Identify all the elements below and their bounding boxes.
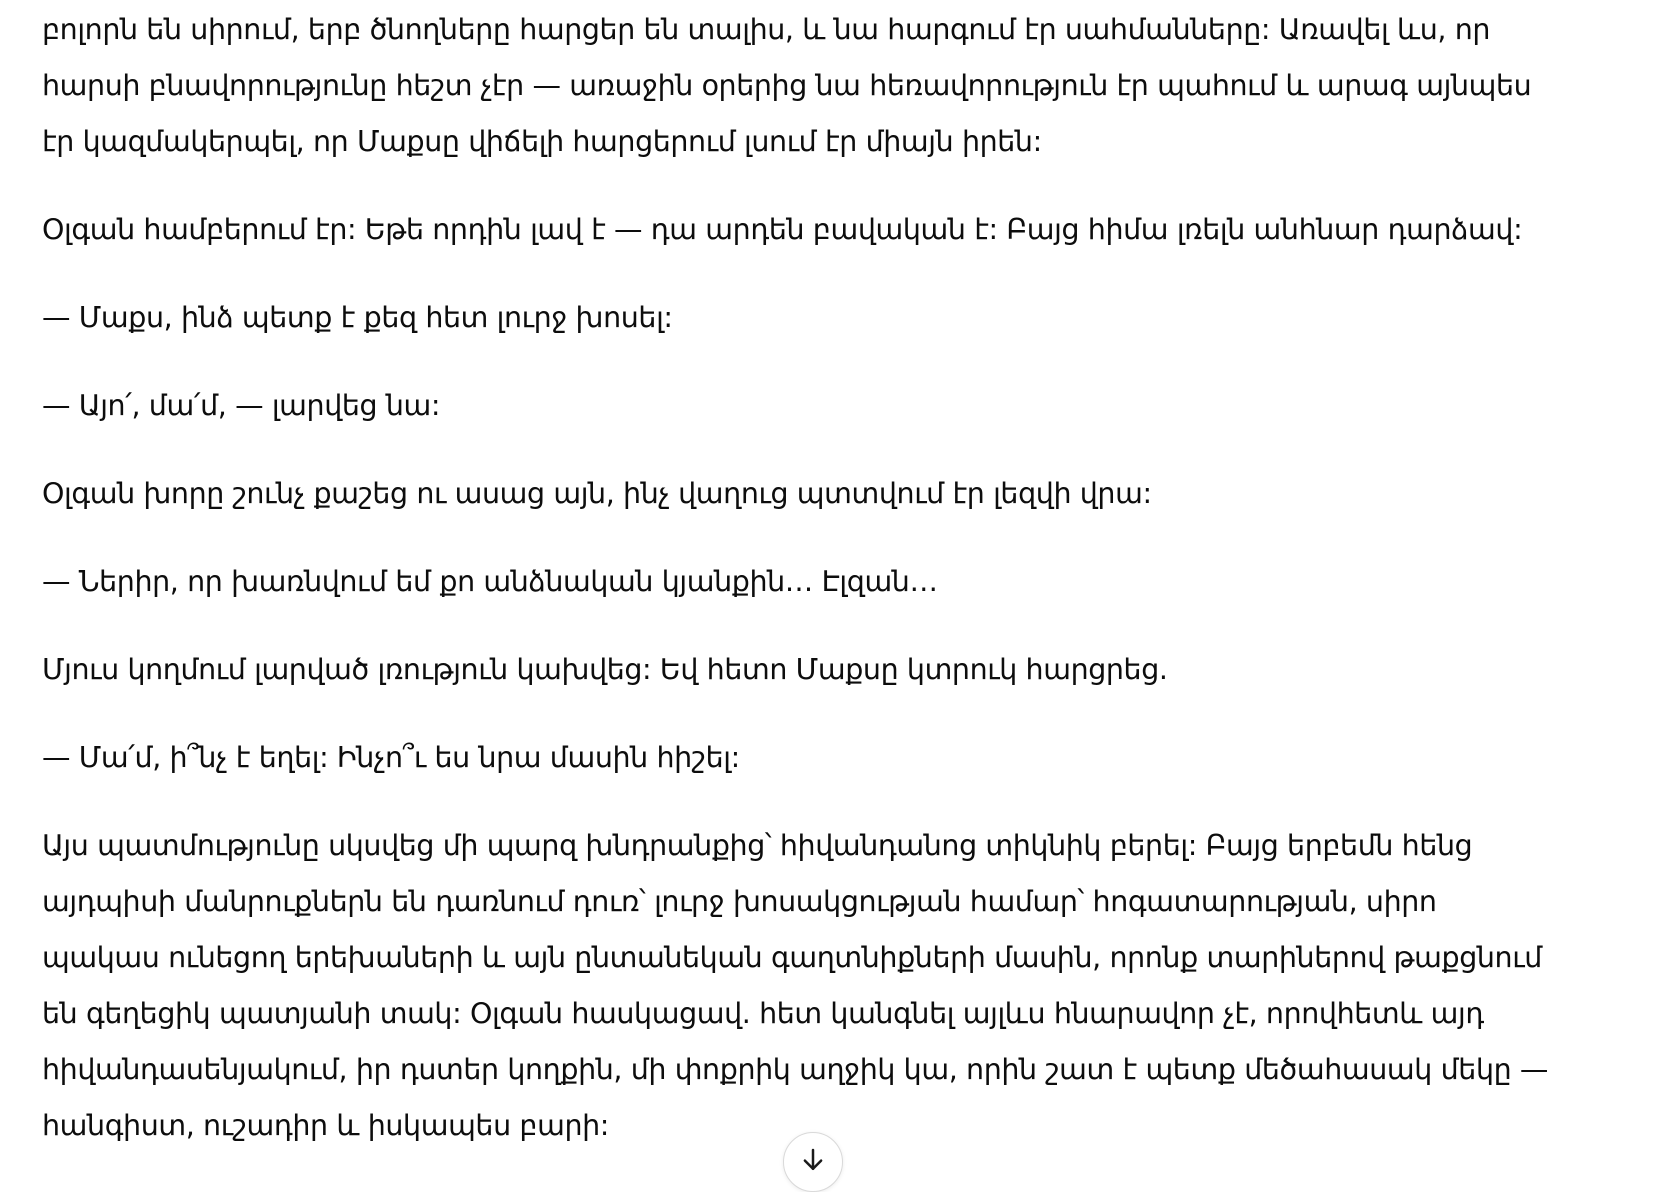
arrow-down-icon (798, 1145, 828, 1175)
text-line: հարսի բնավորությունը հեշտ չէր — առաջին օրերից նա հեռավորություն էր պահում և արագ այնպես (42, 69, 1532, 102)
text-line: հանգիստ, ուշադիր և իսկապես բարի: (42, 1109, 609, 1142)
paragraph (42, 642, 1622, 698)
text-line: Օլգան համբերում էր: Եթե որդին լավ է — դա արդեն բավական է: Բայց հիմա լռելն անհնար դարձավ: (42, 213, 1523, 246)
paragraph (42, 290, 1622, 346)
paragraph (42, 818, 1622, 1154)
text-line: Այս պատմությունը սկսվեց մի պարզ խնդրանքից՝ հիվանդանոց տիկնիկ բերել: Բայց երբեմն հենց (42, 829, 1473, 862)
paragraph (42, 202, 1622, 258)
dialogue-line: — Ներիր, որ խառնվում եմ քո անձնական կյանքին… Էլզան… (42, 565, 938, 598)
text-line: պակաս ունեցող երեխաների և այն ընտանեկան գաղտնիքների մասին, որոնք տարիներով թաքցնում (42, 941, 1542, 974)
paragraph (42, 730, 1622, 786)
text-line: բոլորն են սիրում, երբ ծնողները հարցեր են տալիս, և նա հարգում էր սահմանները: Առավել ևս, որ (42, 13, 1491, 46)
chat-message-content (42, 0, 1622, 1154)
dialogue-line: — Այո՛, մա՛մ, — լարվեց նա: (42, 389, 441, 422)
text-line: են գեղեցիկ պատյանի տակ: Օլգան հասկացավ. հետ կանգնել այլևս հնարավոր չէ, որովհետև այդ (42, 997, 1484, 1030)
dialogue-line: — Մա՛մ, ի՞նչ է եղել: Ինչո՞ւ ես նրա մասին հիշել: (42, 741, 740, 774)
text-line: Օլգան խորը շունչ քաշեց ու ասաց այն, ինչ վաղուց պտտվում էր լեզվի վրա: (42, 477, 1152, 510)
text-line: այդպիսի մանրուքներն են դառնում դուռ՝ լուրջ խոսակցության համար՝ հոգատարության, սիրո (42, 885, 1437, 918)
scroll-to-bottom-button[interactable] (783, 1132, 843, 1192)
text-line: էր կազմակերպել, որ Մաքսը վիճելի հարցերում լսում էր միայն իրեն: (42, 125, 1042, 158)
paragraph (42, 554, 1622, 610)
text-line: հիվանդասենյակում, իր դստեր կողքին, մի փոքրիկ աղջիկ կա, որին շատ է պետք մեծահասակ մեկը — (42, 1053, 1549, 1086)
paragraph (42, 0, 1622, 170)
paragraph (42, 378, 1622, 434)
dialogue-line: — Մաքս, ինձ պետք է քեզ հետ լուրջ խոսել: (42, 301, 673, 334)
text-line: Մյուս կողմում լարված լռություն կախվեց: Եվ հետո Մաքսը կտրուկ հարցրեց. (42, 653, 1168, 686)
paragraph (42, 466, 1622, 522)
